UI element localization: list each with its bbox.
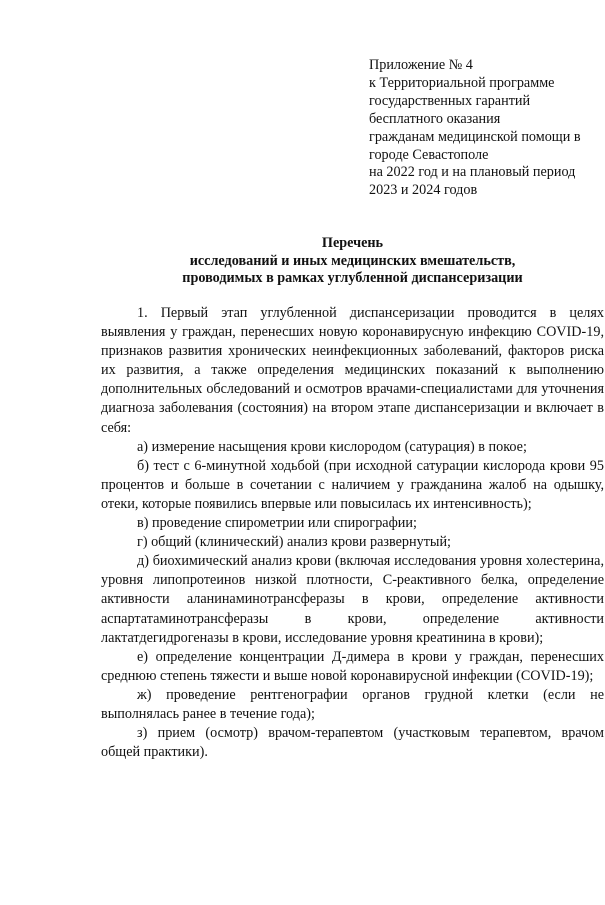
appendix-line: государственных гарантий (369, 92, 531, 109)
appendix-line: Приложение № 4 (369, 57, 473, 73)
list-item-g: г) общий (клинический) анализ крови развернутый; (137, 534, 451, 551)
title-line: Перечень (321, 235, 384, 251)
list-item-z: з) прием (осмотр) врачом-терапевтом (участковым терапевтом, врачом общей практики). (101, 725, 604, 761)
title-line: исследований и иных медицинских вмешательств, (189, 252, 516, 269)
appendix-line: гражданам медицинской помощи в (369, 128, 581, 145)
appendix-line: бесплатного оказания (369, 110, 501, 127)
paragraph-intro: 1. Первый этап углубленной диспансеризации проводится в целях выявления у граждан, перенесших новую коронавирусную инфекцию COVID-19, признаков развития хронических неинфекционных заболеваний, факторов риска их развития, а также определения медицинских показаний к выполнению дополнительных обследований и осмотров врачами-специалистами для уточнения диагноза заболевания (состояния) на втором этапе диспансеризации и включает в себя: (101, 305, 604, 436)
document-title (100, 235, 605, 288)
document-body (101, 304, 604, 762)
list-item-b: б) тест с 6-минутной ходьбой (при исходной сатурации кислорода крови 95 процентов и больше в сочетании с наличием у гражданина жалоб на одышку, отеки, которые появились впервые или повысилась их интенсивность); (101, 457, 604, 512)
appendix-line: 2023 и 2024 годов (369, 182, 478, 199)
list-item-d: д) биохимический анализ крови (включая исследования уровня холестерина, уровня липопротеинов низкой плотности, С-реактивного белка, определение активности аланинаминотрансферазы в крови, определение активности аспартатаминотрансферазы в крови, определение активности лактатдегидрогеназы в крови, исследование уровня креатинина в крови); (101, 553, 604, 646)
appendix-line: к Территориальной программе (369, 74, 555, 91)
appendix-line: на 2022 год и на плановый период (369, 164, 576, 181)
title-line: проводимых в рамках углубленной диспансеризации (182, 270, 523, 286)
list-item-e: е) определение концентрации Д-димера в крови у граждан, перенесших среднюю степень тяжести и выше новой коронавирусной инфекции (COVID-19); (101, 648, 604, 684)
appendix-line: городе Севастополе (369, 146, 489, 163)
list-item-v: в) проведение спирометрии или спирографии; (137, 515, 417, 532)
list-item-zh: ж) проведение рентгенографии органов грудной клетки (если не выполнялась ранее в течение года); (101, 686, 604, 722)
appendix-header (369, 57, 599, 200)
list-item-a: а) измерение насыщения крови кислородом (сатурация) в покое; (137, 438, 527, 455)
